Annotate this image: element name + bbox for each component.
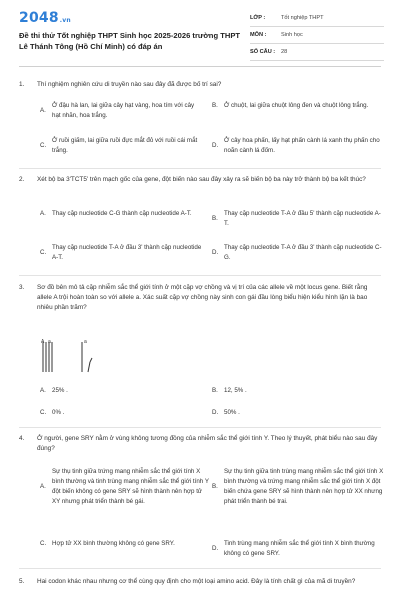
question-number: 1. [19,81,25,88]
meta-key: SỐ CÂU : [250,49,276,55]
option-text: Hợp tử XX bình thường không có gene SRY. [52,540,175,547]
option-text: 0% . [52,409,65,416]
option-text: Ở cây hoa phấn, lấy hạt phấn cành lá xanh thụ phấn cho noãn cành lá đốm. [224,137,380,154]
father-chromosome-pair [41,339,52,372]
option-letter: C. [40,409,47,416]
option-letter: A. [40,483,46,490]
option-text: Tinh trùng mang nhiễm sắc thể giới tính X bình thường không có gene SRY. [224,540,375,557]
question-divider [19,275,381,276]
header-divider [19,66,381,67]
option-letter: D. [212,409,219,416]
question-text: Hai codon khác nhau nhưng cơ thể cùng quy định cho một loại amino acid. Đây là tính chất gì của mã di truyền? [37,578,356,585]
question-divider [19,427,381,428]
option-4c[interactable] [40,539,210,549]
option-text: Ở chuột, lai giữa chuột lông đen và chuột lông trắng. [224,102,369,109]
question-1 [19,80,383,90]
question-divider [19,168,381,169]
option-text: Sự thụ tinh giữa trứng mang nhiễm sắc thể giới tính X bình thường và tinh trùng mang nhiễm sắc thể giới tính Y đột biến không có gene SRY sẽ hình thành nên hợp tử XY nhưng phát triển thành bé gái. [52,468,209,505]
option-4a[interactable] [40,467,210,507]
option-letter: C. [40,142,47,149]
option-text: Thay cặp nucleotide T-A ở đầu 3' thành cặp nucleotide A-T. [52,244,202,261]
question-5 [19,577,383,587]
option-letter: C. [40,540,47,547]
option-letter: B. [212,102,218,109]
option-2b[interactable] [212,209,382,229]
question-2 [19,175,383,185]
exam-meta-panel [250,10,384,61]
question-number: 5. [19,578,25,585]
question-divider [19,568,381,569]
option-letter: A. [40,210,46,217]
option-text: Thay cặp nucleotide T-A ở đầu 3' thành cặp nucleotide C-G. [224,244,382,261]
meta-value: Tốt nghiệp THPT [281,15,324,21]
meta-row-subject [250,27,384,44]
option-letter: D. [212,142,219,149]
page-title: Đề thi thử Tốt nghiệp THPT Sinh học 2025-2026 trường THPT Lê Thánh Tông (Hồ Chí Minh) có đáp án [19,31,241,51]
question-4 [19,434,383,454]
option-text: 12, 5% . [224,387,247,394]
allele-label: a [84,339,87,345]
question-number: 2. [19,176,25,183]
option-text: Thay cặp nucleotide C-G thành cặp nucleotide A-T. [52,210,192,217]
option-1a[interactable] [40,101,204,121]
logo-suffix: .vn [59,17,71,24]
option-text: 50% . [224,409,240,416]
option-text: Sự thụ tinh giữa tinh trùng mang nhiễm sắc thể giới tính X bình thường và trứng mang nhiễm sắc thể giới tính X đột biến chứa gene SRY sẽ hình thành nên hợp tử XX nhưng phát triển thành bé trai. [224,468,384,505]
meta-value: 28 [281,49,288,55]
meta-value: Sinh học [281,32,303,38]
option-letter: C. [40,249,47,256]
option-2d[interactable] [212,243,382,263]
option-4b[interactable] [212,467,384,507]
option-letter: D. [212,545,219,552]
option-2a[interactable] [40,209,204,219]
option-1b[interactable] [212,101,382,111]
option-2c[interactable] [40,243,204,263]
option-text: Ở đậu hà lan, lai giữa cây hạt vàng, hoa tím với cây hạt nhăn, hoa trắng. [52,102,195,119]
option-3d[interactable] [212,408,382,418]
allele-label: a [48,339,51,345]
option-letter: B. [212,215,218,222]
meta-key: LỚP : [250,15,266,21]
question-text: Ở người, gene SRY nằm ở vùng không tương đồng của nhiễm sắc thể giới tính Y. Theo lý thuyết, phát biểu nào sau đây đúng? [37,435,378,452]
option-letter: B. [212,483,218,490]
option-3b[interactable] [212,386,382,396]
option-text: 25% . [52,387,68,394]
sex-chromosome-figure [40,336,100,376]
option-1c[interactable] [40,136,204,156]
meta-row-count [250,44,384,61]
option-3a[interactable] [40,386,204,396]
mother-chromosome-pair [82,339,92,372]
question-number: 3. [19,284,25,291]
allele-label: A [41,339,45,345]
question-text: Thí nghiệm nghiên cứu di truyền nào sau đây đã được bố trí sai? [37,81,222,88]
question-text: Sơ đồ bên mô tả cặp nhiễm sắc thể giới tính ở một cặp vợ chồng và vị trí của các allele về một locus gene. Biết rằng allele A trội hoàn toàn so với allele a. Xác suất cặp vợ chồng này sinh con gái đầu lòng biểu hiện kiểu hình lặn là bao nhiêu phần trăm? [37,284,368,311]
option-letter: B. [212,387,218,394]
question-number: 4. [19,435,25,442]
option-4d[interactable] [212,539,384,559]
meta-key: MÔN : [250,32,267,38]
option-text: Ở ruồi giấm, lai giữa ruồi đực mắt đỏ với ruồi cái mắt trắng. [52,137,198,154]
option-letter: A. [40,107,46,114]
site-logo[interactable] [19,10,71,26]
option-text: Thay cặp nucleotide T-A ở đầu 5' thành cặp nucleotide A-T. [224,210,381,227]
meta-row-class [250,10,384,27]
question-text: Xét bộ ba 3'TCT5' trên mạch gốc của gene, đột biến nào sau đây xảy ra sẽ biến bộ ba này trở thành bộ ba kết thúc? [37,176,366,183]
question-3 [19,283,383,313]
option-letter: A. [40,387,46,394]
logo-text: 2048 [19,10,59,26]
option-1d[interactable] [212,136,382,156]
option-3c[interactable] [40,408,204,418]
option-letter: D. [212,249,219,256]
